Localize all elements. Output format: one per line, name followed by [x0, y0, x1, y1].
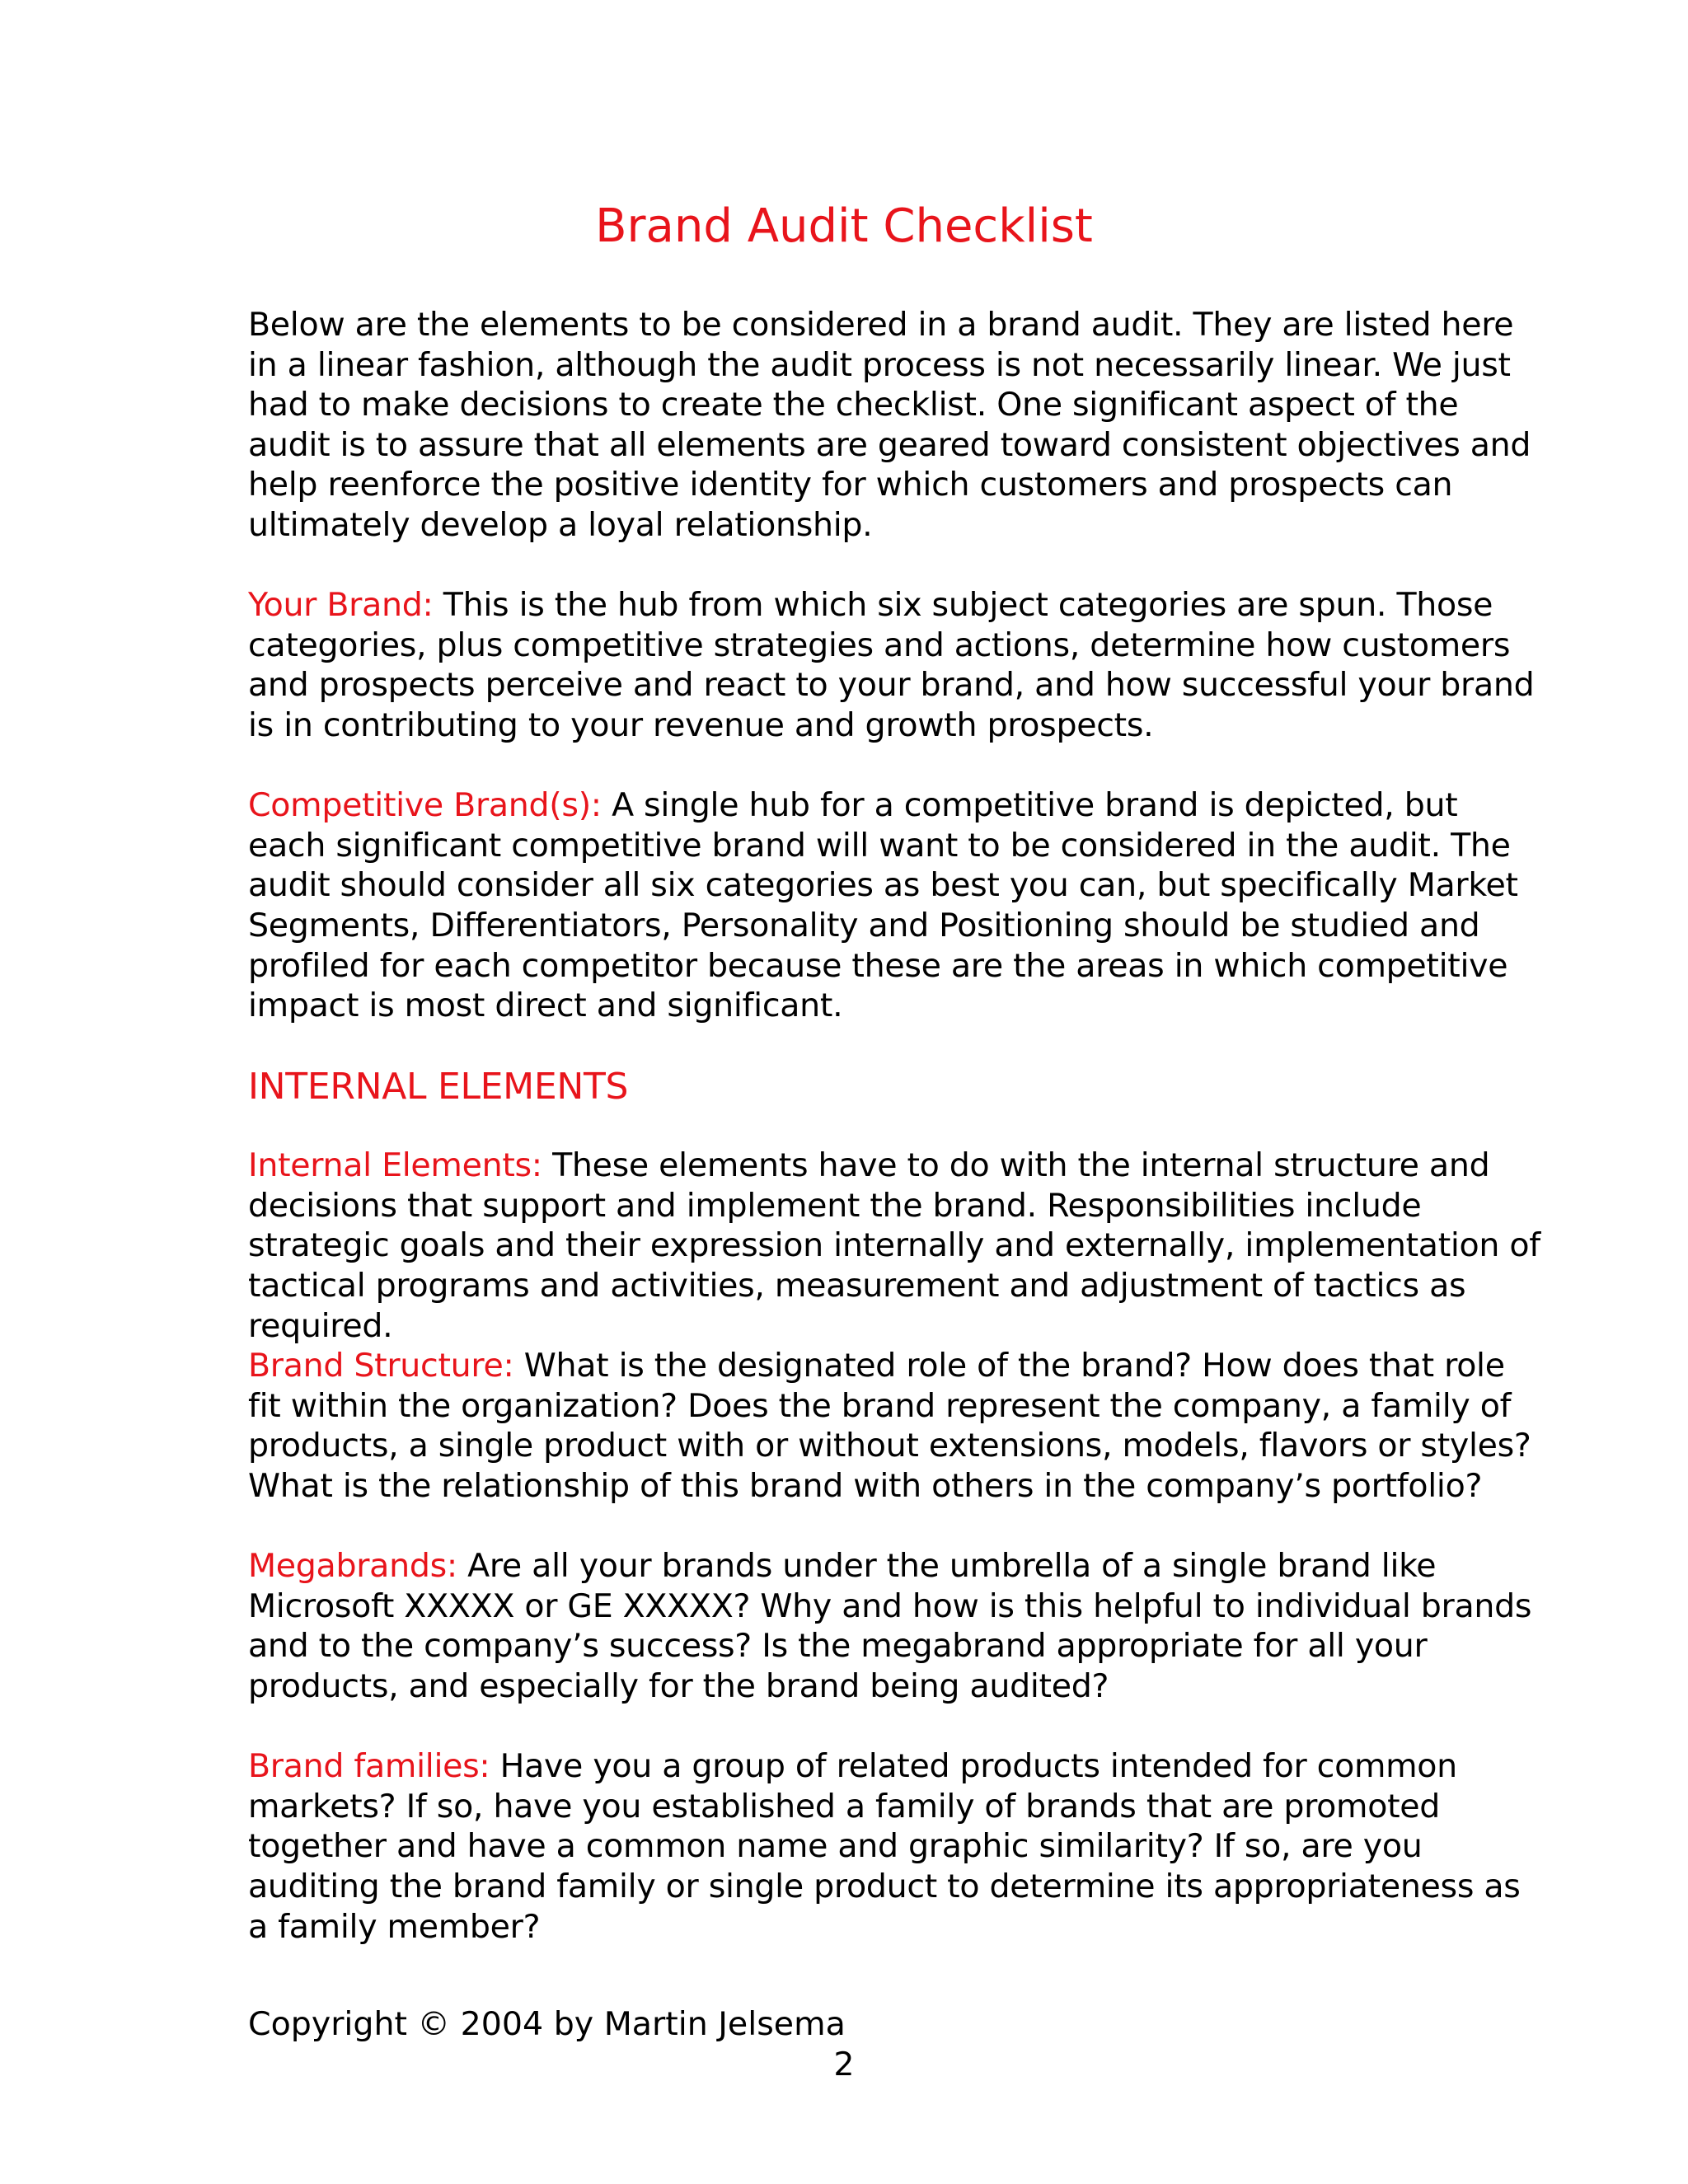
competitive-brands-paragraph: [248, 785, 1542, 1026]
megabrands-paragraph: [248, 1546, 1542, 1706]
competitive-brands-lead: Competitive Brand(s):: [248, 786, 602, 825]
brand-families-paragraph: [248, 1746, 1542, 1947]
internal-elements-lead: Internal Elements:: [248, 1146, 542, 1185]
document-body: [248, 305, 1542, 1987]
intro-paragraph: Below are the elements to be considered in a brand audit. They are listed here in a linear fashion, although the audit process is not necessarily linear. We just had to make decisions to create the checklist. One significant aspect of the audit is to assure that all elements are geared toward consistent objectives and help reenforce the positive identity for which customers and prospects can ultimately develop a loyal relationship.: [248, 306, 1531, 544]
page-title: Brand Audit Checklist: [595, 199, 1093, 253]
internal-elements-paragraph: [248, 1146, 1542, 1346]
your-brand-text: This is the hub from which six subject categories are spun. Those categories, plus competitive strategies and actions, determine how customers and prospects perceive and react to your brand, and how successful your brand is in contributing to your revenue and growth prospects.: [248, 586, 1535, 744]
your-brand-paragraph: [248, 585, 1542, 745]
megabrands-lead: Megabrands:: [248, 1547, 457, 1586]
page-number: 2: [833, 2046, 855, 2083]
your-brand-lead: Your Brand:: [248, 586, 434, 625]
competitive-brands-text: A single hub for a competitive brand is depicted, but each significant competitive brand will want to be considered in the audit. The audit should consider all six categories as best you can, but specifically Market Segments, Differentiators, Personality and Positioning should be studied and profiled for each competitor because these are the areas in which competitive impact is most direct and significant.: [248, 786, 1518, 1025]
section-heading-internal-elements: INTERNAL ELEMENTS: [248, 1066, 629, 1108]
brand-families-text: Have you a group of related products intended for common markets? If so, have you established a family of brands that are promoted together and have a common name and graphic similarity? If so, are you auditing the brand family or single product to determine its appropriateness as a family member?: [248, 1747, 1521, 1946]
brand-structure-paragraph: [248, 1346, 1542, 1506]
copyright-footer: Copyright © 2004 by Martin Jelsema: [248, 2005, 846, 2043]
brand-structure-text: What is the designated role of the brand? How does that role fit within the organization? Does the brand represent the company, a family of products, a single product with or without extensions, models, flavors or styles? What is the relationship of this brand with others in the company’s portfolio?: [248, 1347, 1531, 1506]
megabrands-text: Are all your brands under the umbrella of a single brand like Microsoft XXXXX or GE XXXXX? Why and how is this helpful to individual brands and to the company’s success? Is the megabrand appropriate for all your products, and especially for the brand being audited?: [248, 1547, 1532, 1705]
brand-structure-lead: Brand Structure:: [248, 1347, 514, 1385]
internal-elements-text: These elements have to do with the internal structure and decisions that support and implement the brand. Responsibilities include strategic goals and their expression internally and externally, implementation of tactical programs and activities, measurement and adjustment of tactics as required.: [248, 1146, 1540, 1345]
brand-families-lead: Brand families:: [248, 1747, 490, 1786]
